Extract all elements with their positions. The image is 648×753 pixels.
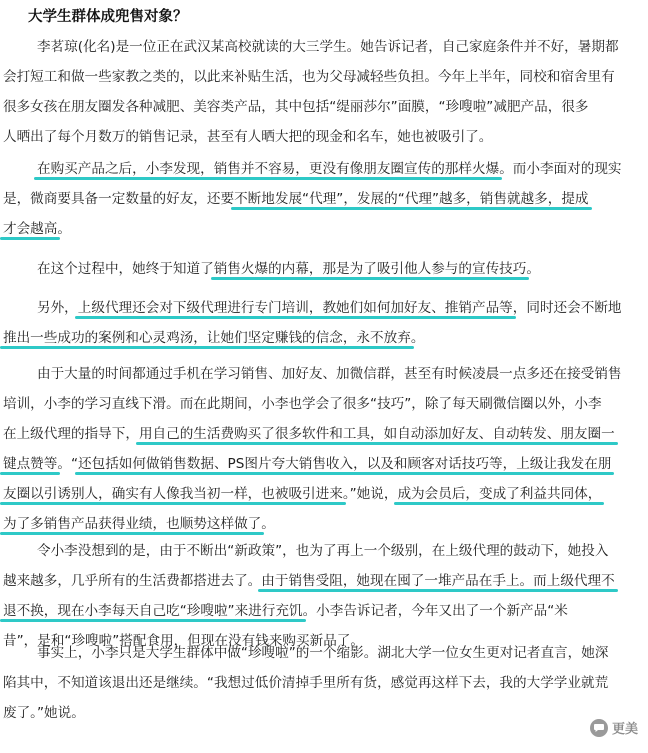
text-segment: 人晒出了每个月数万的销售记录，甚至有人晒大把的现金和名车，她也被吸引了。 bbox=[3, 129, 493, 145]
text-segment: 在上级代理的指导下， bbox=[3, 426, 139, 442]
text-segment: 。”她说， bbox=[342, 486, 398, 502]
highlighted-text: 友圈以引诱别人，确实有人像我当初一样，也被吸引进来 bbox=[3, 486, 343, 502]
text-line bbox=[0, 453, 648, 475]
text-line bbox=[0, 96, 648, 118]
text-segment: 。 bbox=[410, 330, 425, 346]
text-line bbox=[0, 483, 648, 505]
text-line bbox=[0, 66, 648, 88]
text-segment: 。“ bbox=[57, 456, 79, 472]
text-segment: 由于大量的时间都通过手机在学习销售、加好友、加微信群，甚至有时候凌晨一点多还在接受销售 bbox=[37, 366, 622, 382]
text-line bbox=[0, 188, 648, 210]
text-line bbox=[0, 423, 648, 445]
text-segment: 越来越多，几乎所有的生活费都搭进去了。 bbox=[3, 573, 262, 589]
text-segment: 会打短工和做一些家教之类的，以此来补贴生活，也为父母减轻些负担。今年上半年，同校和宿舍里有 bbox=[3, 69, 615, 85]
text-segment: 事实上，小李只是大学生群体中做“珍嗖啦”的一个缩影。湖北大学一位女生更对记者直言，她深 bbox=[37, 645, 609, 661]
watermark-text: 更美 bbox=[611, 722, 638, 737]
text-line bbox=[0, 297, 648, 319]
highlighted-text: 上级代理还会对下级代理进行专门培训，教她们如何加好友、推销产品等 bbox=[77, 300, 513, 316]
text-segment: 。小李告诉记者，今年又出了一个新产品“米 bbox=[302, 603, 568, 619]
text-line bbox=[0, 600, 648, 622]
text-segment: 很多女孩在朋友圈发各种减肥、美容类产品，其中包括“缇丽莎尔”面膜，“珍嗖啦”减肥产品，很多 bbox=[3, 99, 589, 115]
text-segment: 陷其中，不知道该退出还是继续。“我想过低价清掉手里所有货，感觉再这样下去，我的大学学业就荒 bbox=[3, 675, 609, 691]
text-segment: 。而小李面对的现实 bbox=[499, 161, 622, 177]
text-segment: 令小李没想到的是，由于不断出“新政策”，也为了再上一个级别，在上级代理的鼓动下，她投入 bbox=[37, 543, 609, 559]
highlighted-text: 推出一些成功的案例和心灵鸡汤，让她们坚定赚钱的信念，永不放弃 bbox=[3, 330, 411, 346]
watermark bbox=[590, 718, 638, 737]
text-line bbox=[0, 327, 648, 349]
text-segment: ，同时还会不断地 bbox=[512, 300, 622, 316]
highlighted-text: 用自己的生活费购买了很多软件和工具，如自动添加好友、自动转发、朋友圈一 bbox=[138, 426, 615, 442]
text-segment: 。 bbox=[57, 221, 71, 237]
text-segment: 。 bbox=[261, 516, 275, 532]
text-line bbox=[0, 513, 648, 535]
highlighted-text: 成为会员后，变成了利益共同体， bbox=[397, 486, 602, 502]
text-line bbox=[0, 540, 648, 562]
highlighted-text: 才会越高 bbox=[3, 221, 58, 237]
text-line bbox=[0, 642, 648, 664]
text-segment: 。 bbox=[526, 261, 540, 277]
text-line bbox=[0, 36, 648, 58]
text-line bbox=[0, 393, 648, 415]
highlighted-text: 为了多销售产品获得业绩，也顺势这样做了 bbox=[3, 516, 262, 532]
text-line bbox=[0, 363, 648, 385]
highlighted-text: 销售火爆的内幕，那是为了吸引他人参与的宣传技巧 bbox=[213, 261, 527, 277]
highlighted-text: 键点赞等 bbox=[3, 456, 58, 472]
text-line bbox=[0, 672, 648, 694]
highlighted-text: 由于销售受阻，她现在囤了一堆产品在手上。而上级代理不 bbox=[261, 573, 615, 589]
text-line bbox=[0, 158, 648, 180]
text-segment: 另外， bbox=[37, 300, 78, 316]
highlighted-text: 还包括如何做销售数据、PS图片夸大销售收入，以及和顾客对话技巧等，上级让我发在朋 bbox=[78, 456, 612, 472]
text-segment: 培训，小李的学习直线下滑。而在此期间，小李也学会了很多“技巧”，除了每天刷微信圈以外，小李 bbox=[3, 396, 602, 412]
text-line bbox=[0, 258, 648, 280]
text-line bbox=[0, 126, 648, 148]
text-line bbox=[0, 702, 648, 724]
text-segment: 在这个过程中，她终于知道了 bbox=[37, 261, 214, 277]
text-segment: 废了。”她说。 bbox=[3, 705, 85, 721]
text-line bbox=[0, 570, 648, 592]
text-line bbox=[0, 218, 648, 240]
highlighted-text: 在购买产品之后，小李发现，销售并不容易，更没有像朋友圈宣传的那样火爆 bbox=[37, 161, 500, 177]
text-segment: 昔”，是和“珍嗖啦”搭配食用，但现在没有钱来购买新品了。 bbox=[3, 633, 364, 649]
text-segment: 李茗琼(化名)是一位正在武汉某高校就读的大三学生。她告诉记者，自己家庭条件并不好，暑期都 bbox=[37, 39, 619, 55]
highlighted-text: 不断地发展“代理”，发展的“代理”越多，销售就越多，提成 bbox=[234, 191, 589, 207]
highlighted-text: 退不换，现在小李每天自己吃“珍嗖啦”来进行充饥 bbox=[3, 603, 303, 619]
article-heading: 大学生群体成兜售对象？ bbox=[28, 9, 188, 25]
chat-bubble-icon bbox=[590, 719, 608, 737]
text-segment: 是，微商要具备一定数量的好友，还要 bbox=[3, 191, 235, 207]
